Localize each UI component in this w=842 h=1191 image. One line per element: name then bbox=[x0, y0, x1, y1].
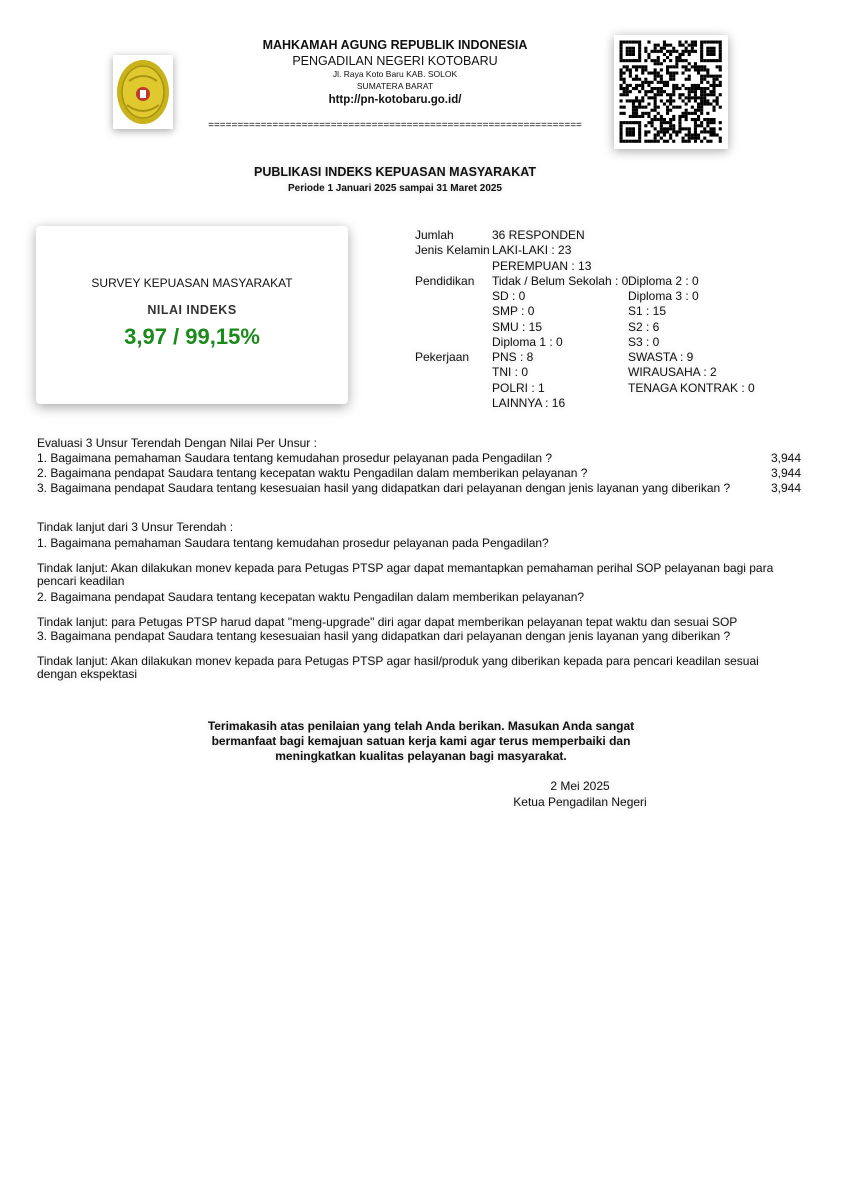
signer-title: Ketua Pengadilan Negeri bbox=[513, 795, 647, 809]
signature-date: 2 Mei 2025 bbox=[550, 779, 610, 793]
followup-action: Tindak lanjut: Akan dilakukan monev kepada para Petugas PTSP agar hasil/produk yang diberikan kepada para pencari keadilan sesuai dengan ekspektasi bbox=[37, 654, 759, 681]
evaluation-item: 2. Bagaimana pendapat Saudara tentang kecepatan waktu Pengadilan dalam memberikan pelayanan ? bbox=[37, 466, 588, 480]
evaluation-item: 3. Bagaimana pendapat Saudara tentang kesesuaian hasil yang didapatkan dari pelayanan dengan jenis layanan yang diberikan ? bbox=[37, 481, 731, 495]
court-logo bbox=[113, 55, 173, 129]
occupation-item: POLRI : 1 bbox=[492, 381, 545, 395]
gender-label: Jenis Kelamin bbox=[415, 243, 490, 257]
education-item: S1 : 15 bbox=[628, 304, 667, 318]
occupation-item: WIRAUSAHA : 2 bbox=[628, 365, 717, 379]
survey-label: SURVEY KEPUASAN MASYARAKAT bbox=[91, 276, 293, 290]
occupation-item: TNI : 0 bbox=[492, 365, 529, 379]
education-item: SMP : 0 bbox=[492, 304, 535, 318]
education-item: Tidak / Belum Sekolah : 0 bbox=[492, 274, 629, 288]
court-website[interactable]: http://pn-kotobaru.go.id/ bbox=[328, 94, 462, 106]
court-address: Jl. Raya Koto Baru KAB. SOLOK bbox=[332, 69, 458, 79]
evaluation-value: 3,944 bbox=[771, 466, 802, 480]
followup-heading: Tindak lanjut dari 3 Unsur Terendah : bbox=[37, 520, 234, 534]
followup-question: 1. Bagaimana pemahaman Saudara tentang kemudahan prosedur pelayanan pada Pengadilan? bbox=[37, 536, 549, 550]
education-label: Pendidikan bbox=[415, 274, 475, 288]
followup-question: 3. Bagaimana pendapat Saudara tentang kesesuaian hasil yang didapatkan dari pelayanan dengan jenis layanan yang diberikan ? bbox=[37, 629, 731, 643]
occupation-item: PNS : 8 bbox=[492, 350, 534, 364]
district-court-name: PENGADILAN NEGERI KOTOBARU bbox=[292, 54, 498, 68]
evaluation-value: 3,944 bbox=[771, 481, 802, 495]
header-separator: ================================================================ bbox=[208, 120, 582, 131]
education-item: Diploma 1 : 0 bbox=[492, 335, 563, 349]
occupation-item: SWASTA : 9 bbox=[628, 350, 694, 364]
occupation-item: LAINNYA : 16 bbox=[492, 396, 566, 410]
evaluation-value: 3,944 bbox=[771, 451, 802, 465]
index-label: NILAI INDEKS bbox=[147, 303, 237, 317]
court-province: SUMATERA BARAT bbox=[356, 81, 434, 91]
index-score-card bbox=[36, 226, 348, 404]
education-item: Diploma 2 : 0 bbox=[628, 274, 699, 288]
followup-action: Tindak lanjut: para Petugas PTSP harud dapat "meng-upgrade" diri agar dapat memberikan pelayanan tepat waktu dan sesuai SOP bbox=[37, 615, 738, 629]
index-value: 3,97 / 99,15% bbox=[124, 324, 260, 349]
evaluation-item: 1. Bagaimana pemahaman Saudara tentang kemudahan prosedur pelayanan pada Pengadilan ? bbox=[37, 451, 553, 465]
followup-action: Tindak lanjut: Akan dilakukan monev kepada para Petugas PTSP agar dapat memantapkan pemahaman perihal SOP pelayanan bagi para pencari keadilan bbox=[37, 561, 774, 588]
thank-you-note: Terimakasih atas penilaian yang telah Anda berikan. Masukan Anda sangat bermanfaat bagi kemajuan satuan kerja kami agar terus memperbaiki dan meningkatkan kualitas pelayanan bagi masyarakat. bbox=[207, 719, 635, 763]
qr-code bbox=[614, 35, 728, 149]
education-item: SMU : 15 bbox=[492, 320, 543, 334]
education-item: S2 : 6 bbox=[628, 320, 660, 334]
gender-male: LAKI-LAKI : 23 bbox=[492, 243, 572, 257]
evaluation-heading: Evaluasi 3 Unsur Terendah Dengan Nilai Per Unsur : bbox=[37, 436, 317, 450]
page-title: PUBLIKASI INDEKS KEPUASAN MASYARAKAT bbox=[254, 165, 536, 179]
education-item: SD : 0 bbox=[492, 289, 526, 303]
jumlah-value: 36 RESPONDEN bbox=[492, 228, 585, 242]
period-subtitle: Periode 1 Januari 2025 sampai 31 Maret 2025 bbox=[287, 183, 502, 194]
gender-female: PEREMPUAN : 13 bbox=[492, 259, 592, 273]
followup-question: 2. Bagaimana pendapat Saudara tentang kecepatan waktu Pengadilan dalam memberikan pelayanan? bbox=[37, 590, 585, 604]
court-name: MAHKAMAH AGUNG REPUBLIK INDONESIA bbox=[262, 38, 528, 52]
education-item: Diploma 3 : 0 bbox=[628, 289, 699, 303]
occupation-label: Pekerjaan bbox=[415, 350, 470, 364]
education-item: S3 : 0 bbox=[628, 335, 660, 349]
occupation-item: TENAGA KONTRAK : 0 bbox=[628, 381, 755, 395]
jumlah-label: Jumlah bbox=[415, 228, 454, 242]
